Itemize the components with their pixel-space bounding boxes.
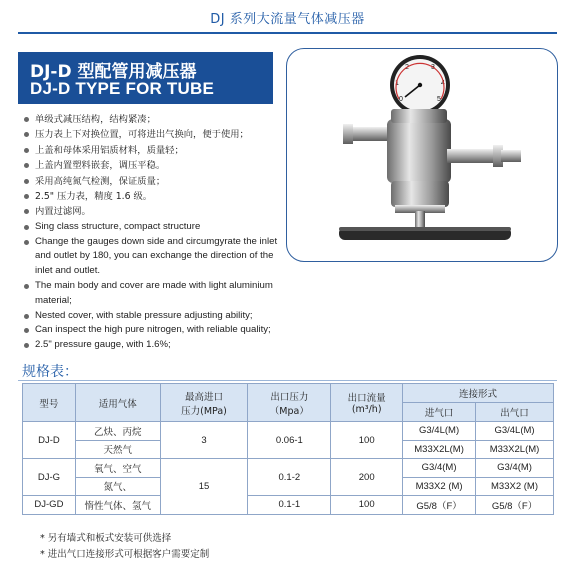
cell-flow: 100 [331, 422, 403, 459]
feature-item [22, 204, 284, 219]
bullet-icon [24, 343, 29, 348]
gauge-num-5: 5 [437, 96, 441, 103]
cell-max-inlet: 3 [160, 422, 248, 459]
feature-text: 2.5" 压力表，精度 1.6 级。 [35, 191, 153, 203]
gauge-num-4: 4 [441, 80, 445, 87]
feature-item [22, 143, 284, 158]
feature-text: 上盖和母体采用铝质材料，质量轻； [35, 144, 184, 156]
header-max-inlet: 最高进口 压力(MPa) [160, 384, 248, 422]
bullet-icon [24, 225, 29, 230]
feature-item-en [22, 235, 284, 279]
cell-flow: 100 [331, 496, 403, 515]
bullet-icon [24, 179, 29, 184]
bullet-icon [24, 117, 29, 122]
notes [40, 531, 209, 563]
feature-item [22, 174, 284, 189]
cell-gas: 氮气、 [75, 477, 160, 496]
bullet-icon [24, 194, 29, 199]
cell-flow: 200 [331, 459, 403, 496]
page-header [0, 0, 575, 34]
header-model: 型号 [23, 384, 76, 422]
feature-item-en [22, 220, 284, 235]
gauge-num-0: 0 [399, 96, 403, 103]
cell-outlet-pressure: 0.06-1 [248, 422, 331, 459]
header-rule [18, 32, 557, 34]
header-connection: 连接形式 [403, 384, 554, 403]
product-title-en: DJ-D TYPE FOR TUBE [30, 79, 215, 98]
feature-item-en [22, 338, 284, 353]
bullet-icon [24, 209, 29, 214]
table-row [23, 422, 554, 441]
feature-text: 内置过滤网。 [35, 206, 91, 218]
feature-item-en [22, 309, 284, 324]
feature-text: 2.5" pressure gauge, with 1.6%; [35, 339, 171, 351]
feature-item [22, 112, 284, 127]
cell-max-inlet: 15 [160, 459, 248, 515]
note-line: * 另有墙式和板式安装可供选择 [40, 533, 172, 544]
feature-text: Sing class structure, compact structure [35, 220, 201, 232]
spec-rule [18, 380, 557, 381]
feature-text: 采用高纯氮气检测，保证质量； [35, 175, 166, 187]
table-row [23, 459, 554, 478]
bullet-icon [24, 132, 29, 137]
product-title-zh: DJ-D 型配管用减压器 [30, 62, 197, 82]
header-outlet-pressure: 出口压力 （Mpa） [248, 384, 331, 422]
feature-text: Nested cover, with stable pressure adjusting ability; [35, 309, 253, 321]
cell-model: DJ-G [23, 459, 76, 496]
feature-item [22, 127, 284, 142]
feature-text: The main body and cover are made with light aluminium material; [35, 280, 273, 306]
bullet-icon [24, 163, 29, 168]
cell-gas: 乙炔、丙烷 [75, 422, 160, 441]
outlet-fitting [447, 149, 495, 163]
cell-outlet: M33X2 (M) [476, 477, 554, 496]
feature-list [22, 112, 284, 353]
inlet-fitting [349, 127, 393, 141]
product-photo [286, 48, 558, 262]
cell-outlet: G3/4(M) [476, 459, 554, 478]
cell-inlet: G5/8（F） [403, 496, 476, 515]
cell-outlet: M33X2L(M) [476, 440, 554, 459]
feature-text: Change the gauges down side and circumgyrate the inlet and outlet by 180, you can exchange the direction of the inlet and outlet. [35, 235, 278, 277]
header-inlet: 进气口 [403, 403, 476, 422]
bullet-icon [24, 328, 29, 333]
gauge-num-2: 2 [405, 64, 409, 71]
feature-item [22, 158, 284, 173]
bullet-icon [24, 240, 29, 245]
feature-text: 上盖内置塑料嵌套，调压平稳。 [35, 160, 166, 172]
header-gas: 适用气体 [75, 384, 160, 422]
spec-table [22, 383, 554, 515]
cell-outlet-pressure: 0.1-1 [248, 496, 331, 515]
cell-inlet: G3/4(M) [403, 459, 476, 478]
gauge-num-1: 1 [395, 80, 399, 87]
cell-outlet: G5/8（F） [476, 496, 554, 515]
cell-gas: 氧气、空气 [75, 459, 160, 478]
cell-gas: 惰性气体、氢气 [75, 496, 160, 515]
cell-outlet: G3/4L(M) [476, 422, 554, 441]
cell-inlet: M33X2 (M) [403, 477, 476, 496]
feature-item [22, 189, 284, 204]
spec-title: 规格表： [22, 364, 78, 380]
cell-model: DJ-D [23, 422, 76, 459]
pressure-regulator-illustration [287, 49, 557, 261]
bullet-icon [24, 314, 29, 319]
cell-outlet-pressure: 0.1-2 [248, 459, 331, 496]
cell-inlet: M33X2L(M) [403, 440, 476, 459]
cell-inlet: G3/4L(M) [403, 422, 476, 441]
product-title-block [18, 52, 273, 104]
feature-text: 压力表上下对换位置，可将进出气换向，便于使用； [35, 129, 249, 141]
cell-model: DJ-GD [23, 496, 76, 515]
feature-item-en [22, 279, 284, 309]
header-outlet: 出气口 [476, 403, 554, 422]
feature-item-en [22, 323, 284, 338]
note-line: * 进出气口连接形式可根据客户需要定制 [40, 549, 210, 560]
regulator-body [387, 119, 451, 183]
feature-text: 单级式减压结构，结构紧凑； [35, 114, 156, 125]
bonnet [391, 181, 449, 207]
table-row [23, 496, 554, 515]
cell-gas: 天然气 [75, 440, 160, 459]
bullet-icon [24, 284, 29, 289]
bullet-icon [24, 148, 29, 153]
header-title: DJ 系列大流量气体减压器 [210, 12, 365, 27]
gauge-num-3: 3 [431, 64, 435, 71]
header-flow: 出口流量 (m³/h) [331, 384, 403, 422]
feature-text: Can inspect the high pure nitrogen, with reliable quality; [35, 324, 271, 336]
